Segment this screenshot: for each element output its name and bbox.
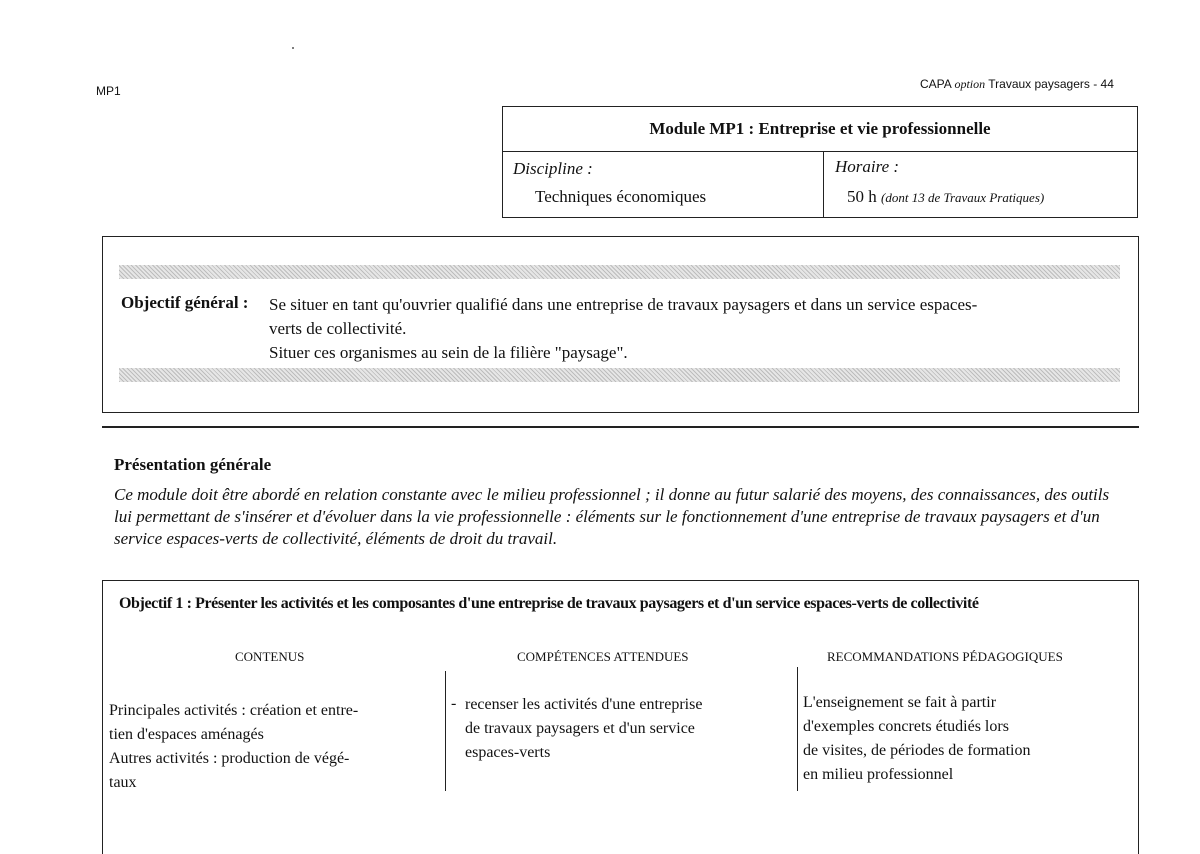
presentation-text: Ce module doit être abordé en relation constante avec le milieu professionnel ; il donne au futur salarié des moyens, des connaissances, des outils lui permettant de s'insérer et d'évoluer dans la vie professionnelle : éléments sur le fonctionnement d'une entreprise de travaux paysagers et d'un service espaces-verts de collectivité, éléments de droit du travail. xyxy=(114,485,1110,548)
competence-line: recenser les activités d'une entreprise xyxy=(465,696,703,713)
contenus-line: taux xyxy=(109,774,137,791)
presentation-title: Présentation générale xyxy=(114,455,272,474)
recommandation-line: en milieu professionnel xyxy=(803,766,954,783)
horaire-value xyxy=(847,187,1044,207)
course-header-suffix: Travaux paysagers - 44 xyxy=(985,77,1114,91)
contenus-cell xyxy=(109,699,439,795)
general-objective-line: Situer ces organismes au sein de la filière "paysage". xyxy=(269,343,628,362)
competence-bullet: - xyxy=(451,695,457,712)
discipline-label: Discipline : xyxy=(513,159,593,178)
column-divider xyxy=(445,671,446,791)
module-info-box xyxy=(502,106,1138,218)
competence-line: espaces-verts xyxy=(465,744,551,761)
general-objective-text xyxy=(269,293,1119,365)
contenus-line: tien d'espaces aménagés xyxy=(109,726,264,743)
general-objective-label: Objectif général : xyxy=(121,293,249,312)
module-divider xyxy=(503,151,1137,152)
horaire-note: (dont 13 de Travaux Pratiques) xyxy=(881,190,1045,205)
column-divider xyxy=(797,667,798,791)
horaire-label: Horaire : xyxy=(835,157,900,176)
recommandation-line: L'enseignement se fait à partir xyxy=(803,694,997,711)
section-divider xyxy=(102,426,1139,428)
module-code-header: MP1 xyxy=(96,84,121,98)
objective-1-title: Objectif 1 : Présenter les activités et les composantes d'une entreprise de travaux paysagers et d'un service espaces-verts de collectivité xyxy=(119,595,979,612)
general-objective-box xyxy=(102,236,1139,413)
discipline-value: Techniques économiques xyxy=(535,187,707,206)
shaded-band-top xyxy=(119,265,1120,279)
course-header-option: option xyxy=(954,77,986,91)
column-header-contenus: CONTENUS xyxy=(235,649,305,664)
recommandations-cell xyxy=(803,691,1123,787)
scan-speck xyxy=(292,47,294,49)
module-title: Module MP1 : Entreprise et vie professionnelle xyxy=(649,119,991,138)
competence-line: de travaux paysagers et d'un service xyxy=(465,720,695,737)
horaire-hours: 50 h xyxy=(847,187,881,206)
column-header-competences: COMPÉTENCES ATTENDUES xyxy=(517,649,689,664)
shaded-band-bottom xyxy=(119,368,1120,382)
column-header-recommandations: RECOMMANDATIONS PÉDAGOGIQUES xyxy=(827,649,1063,664)
competences-cell xyxy=(465,693,785,765)
general-objective-line: Se situer en tant qu'ouvrier qualifié dans une entreprise de travaux paysagers et dans un service espaces- xyxy=(269,295,978,314)
course-header-prefix: CAPA xyxy=(920,77,955,91)
recommandation-line: d'exemples concrets étudiés lors xyxy=(803,718,1009,735)
contenus-line: Autres activités : production de végé- xyxy=(109,750,350,767)
module-column-divider xyxy=(823,151,824,217)
recommandation-line: de visites, de périodes de formation xyxy=(803,742,1031,759)
objective-1-table xyxy=(102,580,1139,854)
contenus-line: Principales activités : création et entre- xyxy=(109,702,359,719)
general-objective-line: verts de collectivité. xyxy=(269,319,407,338)
course-header xyxy=(920,77,1114,92)
